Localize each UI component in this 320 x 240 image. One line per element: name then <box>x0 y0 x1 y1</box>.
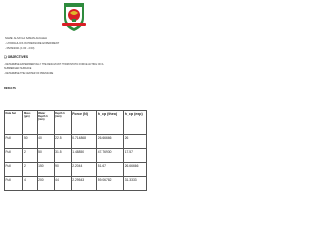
table-cell: 59.06782 <box>97 177 124 191</box>
table-cell: 26.66666 <box>124 163 147 177</box>
bullet-icon: ❑ <box>4 55 7 59</box>
table-cell: 22.5 <box>54 135 71 149</box>
table-cell: 17.57 <box>124 149 147 163</box>
table-cell: 90 <box>54 163 71 177</box>
objective-item: - DETERMINE EXPERIMENTALLY THE RESULTANT HYDROSTATIC FORCE ACTING ON A <box>4 63 104 66</box>
table-header-row <box>5 111 147 135</box>
table-cell: 31.5 <box>54 149 71 163</box>
table-cell: 44 <box>54 177 71 191</box>
experiment-title: - HYDRAULICS IN PRESSURE EXPERIMENT <box>5 42 60 45</box>
table-row <box>5 177 147 191</box>
table-row <box>5 163 147 177</box>
table-cell: 26.66666 <box>97 135 124 149</box>
table-cell: 4 <box>23 177 37 191</box>
table-cell: 31.3333 <box>124 177 147 191</box>
results-table <box>4 110 147 191</box>
table-cell: 2 <box>23 163 37 177</box>
table-cell: 2.2044 <box>71 163 97 177</box>
objective-item: SUBMERGED SURFACE <box>4 67 32 70</box>
col-header: h_cp (theo) <box>97 111 124 135</box>
col-header: Data Set <box>5 111 23 135</box>
results-heading: RESULTS <box>4 87 16 90</box>
col-header: Depth h (mm) <box>54 111 71 135</box>
table-cell: 51.67 <box>97 163 124 177</box>
table-cell: 50 <box>37 149 54 163</box>
table-cell: Full <box>5 149 23 163</box>
table-cell: Full <box>5 177 23 191</box>
document-page <box>0 0 149 198</box>
table-cell: Full <box>5 163 23 177</box>
table-cell: 1.48850 <box>71 149 97 163</box>
col-header: h_cp (exp) <box>124 111 147 135</box>
table-cell: 200 <box>37 177 54 191</box>
col-header: Force (N) <box>71 111 97 135</box>
experiment-date: - 05/09/2021 (1:00 - 2:00) <box>5 47 35 50</box>
table-cell: 50 <box>23 135 37 149</box>
table-cell: 0.714868 <box>71 135 97 149</box>
table-cell: 26 <box>124 135 147 149</box>
objectives-heading: ❑ OBJECTIVES <box>4 55 28 59</box>
university-crest-logo <box>60 2 88 32</box>
objective-item: - DETERMINE THE CENTER OF PRESSURE <box>4 72 54 75</box>
table-cell: Full <box>5 135 23 149</box>
col-header: Mass (gm) <box>23 111 37 135</box>
table-cell: 2 <box>23 149 37 163</box>
table-row <box>5 135 147 149</box>
table-cell: 47.76930 <box>97 149 124 163</box>
table-cell: 40 <box>37 135 54 149</box>
table-cell: 2.29543 <box>71 177 97 191</box>
table-row <box>5 149 147 163</box>
col-header: Water Depth h (mm) <box>37 111 54 135</box>
student-name: NAME: ALSAYLA SAMAN ALFALEH <box>5 37 47 40</box>
table-cell: 150 <box>37 163 54 177</box>
